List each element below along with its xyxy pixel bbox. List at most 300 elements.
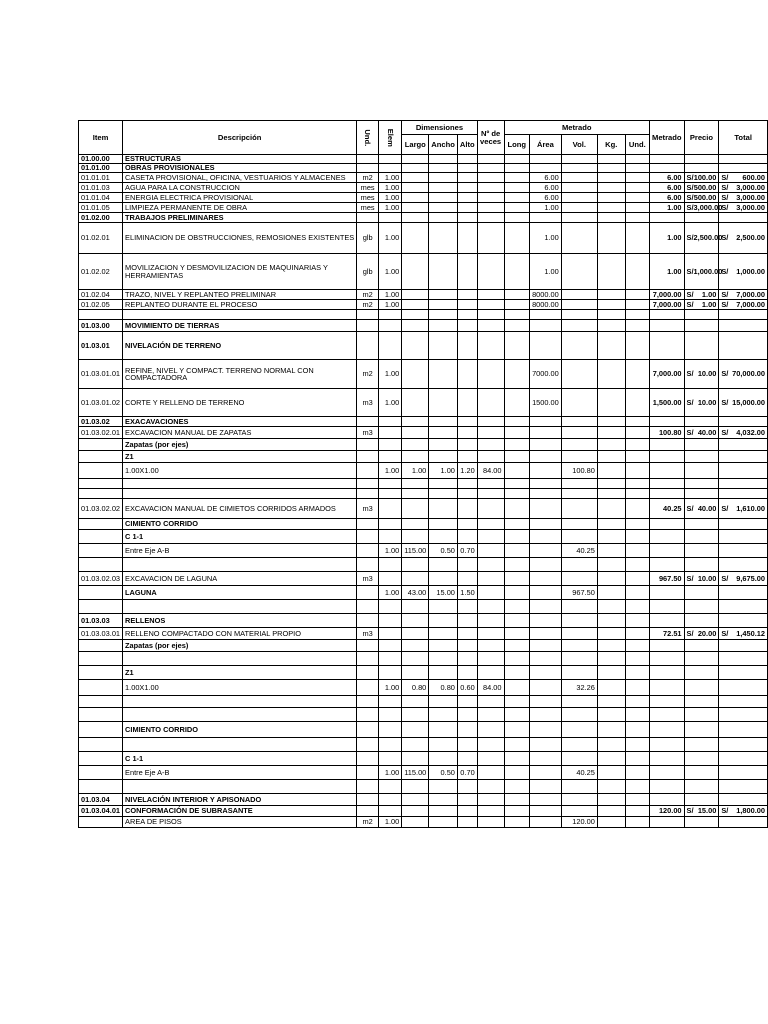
cell-area: 1.00 xyxy=(530,203,562,213)
cell-area xyxy=(530,738,562,752)
cell-und-count xyxy=(625,389,649,417)
cell-area xyxy=(530,489,562,499)
cell-largo xyxy=(402,332,429,360)
cell-nveces xyxy=(477,439,504,451)
cell-long xyxy=(504,290,530,300)
cell-kg xyxy=(597,530,625,544)
cell-elem xyxy=(379,558,402,572)
cell-ancho xyxy=(429,722,458,738)
cell-und-count xyxy=(625,780,649,794)
cell-nveces xyxy=(477,586,504,600)
cell-unit: m2 xyxy=(357,817,379,828)
cell-ancho xyxy=(429,213,458,223)
cell-nveces xyxy=(477,203,504,213)
cell-largo xyxy=(402,806,429,817)
cell-precio xyxy=(684,463,719,479)
cell-elem xyxy=(379,489,402,499)
cell-unit xyxy=(357,439,379,451)
price-value: 10.00 xyxy=(697,369,717,379)
cell-kg xyxy=(597,652,625,666)
cell-kg xyxy=(597,600,625,614)
price-value: 2,500.00 xyxy=(693,233,723,243)
currency-symbol: S/ xyxy=(686,192,694,202)
cell-precio xyxy=(684,417,719,427)
cell-vol xyxy=(561,806,597,817)
cell-metrado xyxy=(650,544,685,558)
cell-ancho xyxy=(429,479,458,489)
cell-nveces xyxy=(477,300,504,310)
cell-alto xyxy=(457,572,477,586)
cell-description: C 1-1 xyxy=(123,530,357,544)
cell-elem: 1.00 xyxy=(379,203,402,213)
cell-total xyxy=(719,499,768,519)
cell-largo xyxy=(402,203,429,213)
blank-row xyxy=(79,558,768,572)
cell-metrado: 7,000.00 xyxy=(650,300,685,310)
cell-ancho xyxy=(429,155,458,164)
cell-vol xyxy=(561,628,597,640)
cell-und-count xyxy=(625,652,649,666)
cell-nveces xyxy=(477,530,504,544)
cell-precio xyxy=(684,499,719,519)
cell-nveces xyxy=(477,628,504,640)
cell-alto xyxy=(457,519,477,530)
cell-elem xyxy=(379,439,402,451)
cell-total xyxy=(719,600,768,614)
cell-unit xyxy=(357,794,379,806)
cell-area: 8000.00 xyxy=(530,290,562,300)
cell-precio xyxy=(684,164,719,173)
cell-metrado xyxy=(650,439,685,451)
cell-long xyxy=(504,766,530,780)
cell-alto xyxy=(457,254,477,290)
table-row xyxy=(79,300,768,310)
cell-elem xyxy=(379,652,402,666)
cell-metrado: 120.00 xyxy=(650,806,685,817)
table-row xyxy=(79,173,768,183)
cell-ancho xyxy=(429,389,458,417)
cell-description: EXCAVACION MANUAL DE ZAPATAS xyxy=(123,427,357,439)
cell-precio xyxy=(684,586,719,600)
cell-nveces xyxy=(477,451,504,463)
cell-long xyxy=(504,752,530,766)
table-header xyxy=(79,121,768,155)
cell-ancho xyxy=(429,499,458,519)
cell-vol xyxy=(561,427,597,439)
cell-long xyxy=(504,666,530,680)
cell-elem: 1.00 xyxy=(379,223,402,254)
cell-description xyxy=(123,738,357,752)
cell-unit xyxy=(357,752,379,766)
cell-elem: 1.00 xyxy=(379,360,402,389)
cell-largo: 1.00 xyxy=(402,463,429,479)
header-alto: Alto xyxy=(457,135,477,155)
cell-precio xyxy=(684,213,719,223)
cell-alto xyxy=(457,722,477,738)
cell-und-count xyxy=(625,499,649,519)
table-row xyxy=(79,223,768,254)
cell-precio xyxy=(684,817,719,828)
cell-nveces xyxy=(477,519,504,530)
cell-unit xyxy=(357,530,379,544)
currency-symbol: S/ xyxy=(721,172,729,182)
cell-elem xyxy=(379,530,402,544)
cell-total xyxy=(719,193,768,203)
cell-largo xyxy=(402,780,429,794)
cell-vol: 967.50 xyxy=(561,586,597,600)
cell-item xyxy=(79,666,123,680)
cell-elem xyxy=(379,600,402,614)
cell-largo xyxy=(402,666,429,680)
cell-long xyxy=(504,310,530,320)
cell-vol xyxy=(561,519,597,530)
cell-largo xyxy=(402,572,429,586)
table-row xyxy=(79,290,768,300)
cell-und-count xyxy=(625,666,649,680)
total-value: 15,000.00 xyxy=(732,397,765,407)
cell-metrado: 7,000.00 xyxy=(650,360,685,389)
cell-description xyxy=(123,780,357,794)
cell-precio xyxy=(684,202,723,213)
cell-elem: 1.00 xyxy=(379,817,402,828)
cell-largo xyxy=(402,300,429,310)
currency-symbol: S/ xyxy=(721,182,729,192)
cell-precio xyxy=(684,193,719,203)
cell-item: 01.03.02.03 xyxy=(79,572,123,586)
cell-precio xyxy=(684,489,719,499)
cell-metrado xyxy=(650,489,685,499)
cell-elem: 1.00 xyxy=(379,586,402,600)
cell-unit: m3 xyxy=(357,427,379,439)
cell-item: 01.01.03 xyxy=(79,183,123,193)
cell-nveces xyxy=(477,173,504,183)
cell-total xyxy=(719,558,768,572)
price-value: 500.00 xyxy=(693,182,717,192)
cell-total xyxy=(719,427,768,439)
cell-alto xyxy=(457,600,477,614)
cell-elem xyxy=(379,752,402,766)
cell-vol xyxy=(561,332,597,360)
cell-und-count xyxy=(625,193,649,203)
cell-alto xyxy=(457,614,477,628)
cell-alto xyxy=(457,155,477,164)
cell-vol xyxy=(561,300,597,310)
cell-nveces xyxy=(477,708,504,722)
cell-long xyxy=(504,652,530,666)
cell-total xyxy=(719,572,768,586)
cell-area xyxy=(530,780,562,794)
cell-item: 01.03.01.01 xyxy=(79,360,123,389)
cell-vol: 40.25 xyxy=(561,766,597,780)
cell-kg xyxy=(597,817,625,828)
cell-vol xyxy=(561,600,597,614)
cell-kg xyxy=(597,752,625,766)
cell-largo xyxy=(402,439,429,451)
cell-description: Zapatas (por ejes) xyxy=(123,439,357,451)
cell-total xyxy=(719,254,768,290)
cell-long xyxy=(504,794,530,806)
cell-precio xyxy=(684,530,719,544)
cell-unit: m3 xyxy=(357,389,379,417)
cell-ancho xyxy=(429,310,458,320)
cell-item: 01.02.01 xyxy=(79,223,123,254)
cell-description: MOVIMIENTO DE TIERRAS xyxy=(123,320,357,332)
cell-description: ESTRUCTURAS xyxy=(123,155,357,164)
cell-vol xyxy=(561,558,597,572)
cell-metrado xyxy=(650,780,685,794)
cell-item: 01.03.03.01 xyxy=(79,628,123,640)
cell-und-count xyxy=(625,479,649,489)
currency-symbol: S/ xyxy=(686,289,694,299)
total-value: 4,032.00 xyxy=(736,427,765,437)
cell-long xyxy=(504,183,530,193)
cell-long xyxy=(504,300,530,310)
currency-symbol: S/ xyxy=(686,182,694,192)
price-value: 15.00 xyxy=(697,806,717,816)
cell-description: RELLENO COMPACTADO CON MATERIAL PROPIO xyxy=(123,628,357,640)
cell-metrado xyxy=(650,794,685,806)
cell-item: 01.01.04 xyxy=(79,193,123,203)
cell-nveces xyxy=(477,332,504,360)
cell-area xyxy=(530,439,562,451)
cell-ancho xyxy=(429,614,458,628)
cell-vol xyxy=(561,213,597,223)
price-value: 10.00 xyxy=(697,573,717,583)
cell-area xyxy=(530,417,562,427)
cell-area xyxy=(530,817,562,828)
cell-alto xyxy=(457,320,477,332)
cell-vol xyxy=(561,439,597,451)
cell-item xyxy=(79,544,123,558)
cell-ancho xyxy=(429,290,458,300)
cell-elem xyxy=(379,722,402,738)
cell-metrado: 1.00 xyxy=(650,203,685,213)
cell-elem: 1.00 xyxy=(379,680,402,696)
cell-alto: 0.60 xyxy=(457,680,477,696)
cell-kg xyxy=(597,360,625,389)
header-metrado-group: Metrado xyxy=(504,121,649,135)
cell-vol xyxy=(561,499,597,519)
cell-alto xyxy=(457,183,477,193)
cell-long xyxy=(504,164,530,173)
cell-description: ENERGIA ELECTRICA PROVISIONAL xyxy=(123,193,357,203)
price-value: 1.00 xyxy=(701,299,717,309)
cell-elem xyxy=(379,640,402,652)
cell-total xyxy=(719,738,768,752)
cell-metrado: 1.00 xyxy=(650,223,685,254)
cell-unit xyxy=(357,614,379,628)
cell-und-count xyxy=(625,489,649,499)
cell-elem: 1.00 xyxy=(379,183,402,193)
table-row xyxy=(79,572,768,586)
cell-largo xyxy=(402,752,429,766)
cell-precio xyxy=(684,332,719,360)
cell-largo xyxy=(402,320,429,332)
cell-largo xyxy=(402,193,429,203)
cell-precio xyxy=(684,696,719,708)
table-row xyxy=(79,193,768,203)
table-row xyxy=(79,389,768,417)
cell-elem xyxy=(379,572,402,586)
cell-unit: mes xyxy=(357,183,379,193)
cell-total xyxy=(719,628,768,640)
cell-area xyxy=(530,519,562,530)
cell-precio xyxy=(684,666,719,680)
cell-und-count xyxy=(625,427,649,439)
cell-area: 6.00 xyxy=(530,193,562,203)
blank-row xyxy=(79,652,768,666)
cell-unit xyxy=(357,722,379,738)
cell-alto xyxy=(457,213,477,223)
cell-description: Entre Eje A-B xyxy=(123,544,357,558)
cell-ancho xyxy=(429,530,458,544)
cell-alto xyxy=(457,780,477,794)
table-row xyxy=(79,680,768,696)
cell-precio xyxy=(684,223,723,254)
cell-kg xyxy=(597,155,625,164)
cell-long xyxy=(504,332,530,360)
cell-precio xyxy=(684,519,719,530)
cell-ancho xyxy=(429,360,458,389)
cell-long xyxy=(504,544,530,558)
cell-largo xyxy=(402,451,429,463)
cell-kg xyxy=(597,463,625,479)
cell-long xyxy=(504,360,530,389)
header-und-count: Und. xyxy=(625,135,649,155)
cell-total xyxy=(719,479,768,489)
cell-largo xyxy=(402,213,429,223)
cell-nveces xyxy=(477,738,504,752)
cell-metrado xyxy=(650,766,685,780)
cell-metrado xyxy=(650,530,685,544)
cell-ancho xyxy=(429,817,458,828)
cell-und-count xyxy=(625,519,649,530)
cell-total xyxy=(719,439,768,451)
currency-symbol: S/ xyxy=(721,289,729,299)
cell-long xyxy=(504,451,530,463)
cell-nveces xyxy=(477,360,504,389)
cell-vol xyxy=(561,310,597,320)
cell-total xyxy=(719,164,768,173)
cell-metrado xyxy=(650,479,685,489)
cell-metrado xyxy=(650,463,685,479)
cell-und-count xyxy=(625,213,649,223)
cell-und-count xyxy=(625,794,649,806)
cell-metrado: 7,000.00 xyxy=(650,290,685,300)
cell-metrado: 40.25 xyxy=(650,499,685,519)
cell-item xyxy=(79,558,123,572)
cell-kg xyxy=(597,290,625,300)
cell-metrado xyxy=(650,586,685,600)
cell-ancho xyxy=(429,223,458,254)
cell-kg xyxy=(597,300,625,310)
cell-vol xyxy=(561,417,597,427)
total-value: 1,610.00 xyxy=(736,503,765,513)
cell-unit xyxy=(357,708,379,722)
cell-precio xyxy=(684,600,719,614)
cell-item: 01.00.00 xyxy=(79,155,123,164)
cell-nveces xyxy=(477,794,504,806)
cell-precio xyxy=(684,479,719,489)
cell-elem: 1.00 xyxy=(379,193,402,203)
cell-unit: mes xyxy=(357,193,379,203)
cell-kg xyxy=(597,766,625,780)
price-value: 40.00 xyxy=(697,427,717,437)
currency-symbol: S/ xyxy=(686,397,694,407)
cell-item xyxy=(79,708,123,722)
cell-kg xyxy=(597,332,625,360)
cell-precio xyxy=(684,290,719,300)
cell-und-count xyxy=(625,696,649,708)
cell-metrado xyxy=(650,696,685,708)
cell-description: ELIMINACION DE OBSTRUCCIONES, REMOSIONES EXISTENTES xyxy=(123,223,357,254)
currency-symbol: S/ xyxy=(721,628,729,638)
cell-total xyxy=(719,155,768,164)
cell-total xyxy=(719,752,768,766)
table-row xyxy=(79,155,768,164)
cell-elem xyxy=(379,499,402,519)
cell-area xyxy=(530,766,562,780)
currency-symbol: S/ xyxy=(721,806,729,816)
currency-symbol: S/ xyxy=(721,266,729,276)
cell-vol xyxy=(561,173,597,183)
cell-nveces xyxy=(477,558,504,572)
cell-und-count xyxy=(625,254,649,290)
cell-total xyxy=(719,310,768,320)
cell-metrado xyxy=(650,451,685,463)
cell-total xyxy=(719,290,768,300)
cell-und-count xyxy=(625,614,649,628)
cell-item: 01.02.00 xyxy=(79,213,123,223)
cell-metrado xyxy=(650,817,685,828)
cell-alto xyxy=(457,640,477,652)
cell-ancho xyxy=(429,439,458,451)
cell-long xyxy=(504,439,530,451)
cell-elem: 1.00 xyxy=(379,173,402,183)
cell-elem xyxy=(379,213,402,223)
cell-area xyxy=(530,794,562,806)
cell-total xyxy=(719,680,768,696)
cell-total xyxy=(719,722,768,738)
cell-long xyxy=(504,519,530,530)
cell-total xyxy=(719,652,768,666)
header-area: Área xyxy=(530,135,562,155)
cell-largo xyxy=(402,817,429,828)
cell-nveces xyxy=(477,479,504,489)
cell-unit xyxy=(357,451,379,463)
cell-und-count xyxy=(625,439,649,451)
cell-largo xyxy=(402,360,429,389)
cell-ancho xyxy=(429,417,458,427)
cell-alto xyxy=(457,173,477,183)
cell-largo: 115.00 xyxy=(402,544,429,558)
cell-precio xyxy=(684,708,719,722)
cell-und-count xyxy=(625,463,649,479)
cell-item: 01.03.03 xyxy=(79,614,123,628)
cell-nveces xyxy=(477,666,504,680)
total-value: 7,000.00 xyxy=(736,289,765,299)
cell-vol xyxy=(561,572,597,586)
cell-unit xyxy=(357,600,379,614)
total-value: 1,000.00 xyxy=(736,266,765,276)
cell-kg xyxy=(597,680,625,696)
cell-description: CONFORMACIÓN DE SUBRASANTE xyxy=(123,806,357,817)
cell-ancho: 0.50 xyxy=(429,766,458,780)
cell-alto xyxy=(457,439,477,451)
cell-total xyxy=(719,173,768,183)
cell-item xyxy=(79,586,123,600)
cell-long xyxy=(504,530,530,544)
